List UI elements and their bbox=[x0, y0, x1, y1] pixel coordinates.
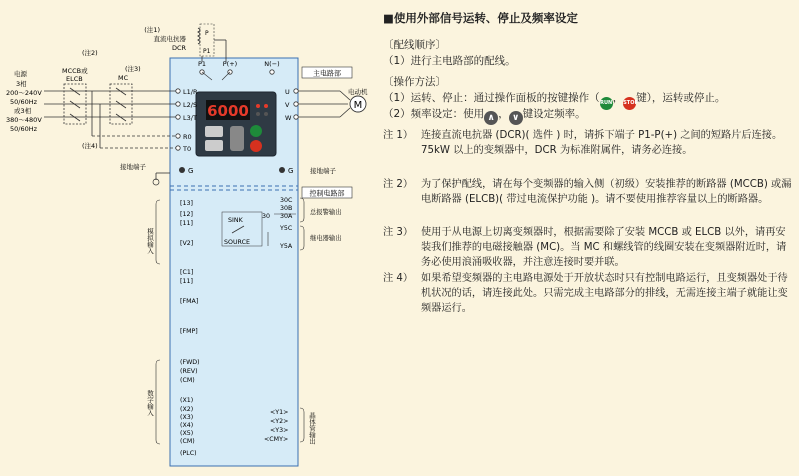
svg-text:[FMA]: [FMA] bbox=[180, 298, 199, 305]
svg-text:(CM): (CM) bbox=[180, 438, 195, 445]
svg-text:30A: 30A bbox=[280, 213, 293, 220]
svg-text:P1: P1 bbox=[197, 60, 207, 68]
svg-text:<Y2>: <Y2> bbox=[270, 418, 289, 425]
dcr-p1-label: P1 bbox=[203, 48, 211, 55]
dcr-label: 直流电抗器 bbox=[153, 35, 186, 43]
svg-text:接地端子: 接地端子 bbox=[310, 167, 336, 175]
note-4: 注 4） 如果希望变频器的主电路电源处于开放状态时只有控制电路运行，且变频器处于待机状况的话，请连接此处。只需完成主电路部分的排线，无需连接主端子就能让变频器运行。 bbox=[383, 273, 788, 315]
svg-text:[13]: [13] bbox=[180, 200, 193, 207]
svg-text:<CMY>: <CMY> bbox=[264, 436, 289, 443]
run-key-icon: RUN bbox=[600, 97, 613, 110]
svg-text:Y5A: Y5A bbox=[280, 243, 293, 250]
svg-text:[11]: [11] bbox=[180, 220, 193, 227]
svg-text:T0: T0 bbox=[183, 145, 192, 153]
note1-marker: (注1) bbox=[144, 26, 160, 34]
power-line: 3相 bbox=[16, 80, 27, 88]
note-3: 注 3） 使用于从电源上切离变频器时，根据需要除了安装 MCCB 或 ELCB 以外，请再安装我们推荐的电磁接触器 (MC)。当 MC 和螺线管的线圈安装在变频器附近时，请务必使用浪涌吸收器，并注意连接时要并联。 bbox=[383, 227, 787, 269]
svg-text:Y5C: Y5C bbox=[280, 225, 293, 232]
svg-text:(X2): (X2) bbox=[180, 406, 194, 413]
power-line: 380～480V bbox=[6, 116, 42, 124]
svg-text:接地端子: 接地端子 bbox=[120, 163, 146, 171]
power-line: 50/60Hz bbox=[10, 98, 38, 106]
wiring-heading: 〔配线顺序〕 bbox=[383, 39, 446, 51]
svg-text:(FWD): (FWD) bbox=[180, 359, 200, 366]
operation-heading: 〔操作方法〕 bbox=[383, 76, 446, 88]
note-1: 注 1） 连接直流电抗器 (DCR)( 选件 ) 时，请拆下端子 P1-P(+) 之间的短路片后连接。75kW 以上的变频器中，DCR 为标准附属件，请务必连接。 bbox=[383, 130, 783, 157]
svg-text:(CM): (CM) bbox=[180, 377, 195, 384]
supply-wires bbox=[44, 84, 176, 148]
svg-text:总报警输出: 总报警输出 bbox=[310, 209, 342, 216]
panel-up-key[interactable] bbox=[230, 126, 244, 151]
svg-text:N(−): N(−) bbox=[264, 60, 280, 68]
svg-text:U: U bbox=[285, 88, 290, 96]
svg-text:(X1): (X1) bbox=[180, 397, 194, 404]
section-title: ■使用外部信号运转、停止及频率设定 bbox=[383, 11, 578, 25]
svg-text:<Y1>: <Y1> bbox=[270, 409, 289, 416]
svg-text:V: V bbox=[285, 101, 290, 109]
output-terminals bbox=[285, 88, 350, 122]
digital-input-label: 数字输入 bbox=[146, 390, 154, 416]
svg-text:30B: 30B bbox=[280, 205, 293, 212]
stop-key-icon: STOP bbox=[623, 97, 636, 110]
note-2: 注 2） 为了保护配线，请在每个变频器的输入侧（初级）安装推荐的断路器 (MCCB) 或漏电断路器 (ELCB)( 带过电流保护功能 )。请不要使用推荐容量以上的断路器。 bbox=[383, 179, 792, 206]
motor-symbol: M bbox=[353, 100, 363, 111]
operation-panel bbox=[196, 92, 276, 156]
power-line: 50/60Hz bbox=[10, 125, 38, 133]
up-key-icon: ∧ bbox=[484, 111, 498, 125]
note4-marker: (注4) bbox=[82, 142, 98, 150]
panel-run-key[interactable] bbox=[250, 125, 262, 137]
power-label: 电源 bbox=[14, 70, 27, 78]
elcb-label: ELCB bbox=[66, 75, 83, 83]
dcr-p-label: P bbox=[205, 30, 209, 37]
power-line: 200～240V bbox=[6, 89, 42, 97]
wiring-diagram bbox=[0, 0, 380, 476]
svg-text:G: G bbox=[188, 167, 194, 175]
svg-text:L2/S: L2/S bbox=[183, 101, 198, 109]
mc-label: MC bbox=[118, 74, 129, 82]
svg-text:SINK: SINK bbox=[228, 217, 243, 224]
svg-text:(X4): (X4) bbox=[180, 422, 194, 429]
analog-input-label: 模拟输入 bbox=[146, 228, 154, 254]
svg-text:G: G bbox=[288, 167, 294, 175]
motor-label: 电动机 bbox=[348, 88, 368, 96]
panel-display: 6000 bbox=[207, 102, 249, 120]
note2-marker: (注2) bbox=[82, 49, 98, 57]
dcr-abbr: DCR bbox=[171, 44, 186, 52]
panel-stop-key[interactable] bbox=[250, 140, 262, 152]
svg-text:P(+): P(+) bbox=[222, 60, 238, 68]
svg-text:继电器输出: 继电器输出 bbox=[310, 235, 342, 242]
panel-function-key[interactable] bbox=[205, 140, 223, 151]
svg-text:[V2]: [V2] bbox=[180, 240, 194, 247]
power-line: 或3相 bbox=[14, 107, 32, 115]
svg-text:[FMP]: [FMP] bbox=[180, 328, 198, 335]
svg-text:(X5): (X5) bbox=[180, 430, 194, 437]
mccb-label: MCCB或 bbox=[62, 67, 88, 75]
panel-program-key[interactable] bbox=[205, 126, 223, 137]
svg-text:L3/T: L3/T bbox=[183, 114, 197, 122]
svg-text:晶体管输出: 晶体管输出 bbox=[308, 412, 316, 445]
down-key-icon: ∨ bbox=[509, 111, 523, 125]
svg-text:R0: R0 bbox=[183, 133, 192, 141]
svg-text:W: W bbox=[285, 114, 292, 122]
control-circuit-label: 控制电路部 bbox=[309, 189, 345, 198]
svg-text:(REV): (REV) bbox=[180, 368, 198, 375]
svg-text:[12]: [12] bbox=[180, 211, 193, 218]
instruction-panel bbox=[383, 0, 795, 476]
ground-right bbox=[279, 166, 337, 175]
svg-text:<Y3>: <Y3> bbox=[270, 427, 289, 434]
operation-step-2: （2）频率设定：使用 ∧ ， ∨ 键设定频率。 bbox=[383, 108, 586, 123]
svg-text:30: 30 bbox=[262, 213, 271, 220]
svg-text:30C: 30C bbox=[280, 197, 293, 204]
main-circuit-label: 主电路部 bbox=[313, 69, 341, 78]
svg-text:[11]: [11] bbox=[180, 278, 193, 285]
svg-text:(X3): (X3) bbox=[180, 414, 194, 421]
svg-text:SOURCE: SOURCE bbox=[224, 239, 250, 246]
svg-text:(PLC): (PLC) bbox=[180, 450, 197, 457]
svg-text:[C1]: [C1] bbox=[180, 269, 194, 276]
svg-text:L1/R: L1/R bbox=[183, 88, 198, 96]
note3-marker: (注3) bbox=[125, 65, 141, 73]
operation-step-1: （1）运转、停止：通过操作面板的按键操作（RUN，STOP键），运转或停止。 bbox=[383, 91, 725, 110]
wiring-step: （1）进行主电路部的配线。 bbox=[383, 55, 516, 67]
